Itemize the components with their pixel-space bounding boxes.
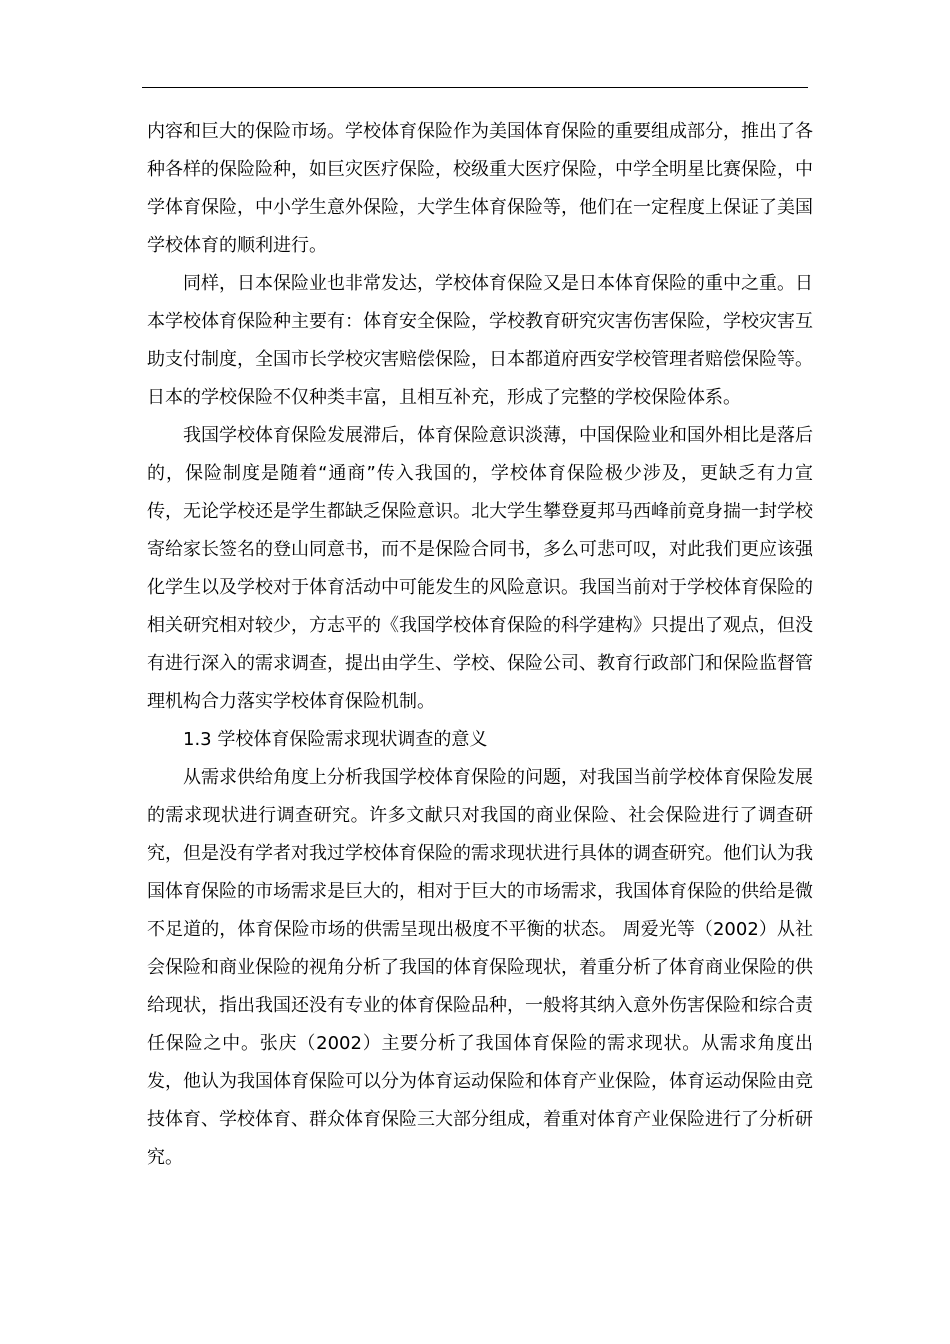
header-rule — [142, 87, 808, 88]
paragraph-survey-significance: 从需求供给角度上分析我国学校体育保险的问题，对我国当前学校体育保险发展的需求现状进行调查研究。许多文献只对我国的商业保险、社会保险进行了调查研究，但是没有学者对我过学校体育保险的需求现状进行具体的调查研究。他们认为我国体育保险的市场需求是巨大的，相对于巨大的市场需求，我国体育保险的供给是微不足道的，体育保险市场的供需呈现出极度不平衡的状态。 周爱光等（2002）从社会保险和商业保险的视角分析了我国的体育保险现状，着重分析了体育商业保险的供给现状，指出我国还没有专业的体育保险品种，一般将其纳入意外伤害保险和综合责任保险之中。张庆（2002）主要分析了我国体育保险的需求现状。从需求角度出发，他认为我国体育保险可以分为体育运动保险和体育产业保险，体育运动保险由竞技体育、学校体育、群众体育保险三大部分组成，着重对体育产业保险进行了分析研究。 — [147, 767, 813, 1168]
paragraph-japan-school-insurance: 同样，日本保险业也非常发达，学校体育保险又是日本体育保险的重中之重。日本学校体育保险种主要有：体育安全保险，学校教育研究灾害伤害保险，学校灾害互助支付制度，全国市长学校灾害赔偿保险，日本都道府西安学校管理者赔偿保险等。日本的学校保险不仅种类丰富，且相互补充，形成了完整的学校保险体系。 — [147, 273, 813, 408]
paragraph-us-school-insurance: 内容和巨大的保险市场。学校体育保险作为美国体育保险的重要组成部分，推出了各种各样的保险险种，如巨灾医疗保险，校级重大医疗保险，中学全明星比赛保险，中学体育保险，中小学生意外保险，大学生体育保险等，他们在一定程度上保证了美国学校体育的顺利进行。 — [147, 121, 813, 256]
body-text — [147, 113, 813, 1177]
paragraph-china-school-insurance: 我国学校体育保险发展滞后，体育保险意识淡薄，中国保险业和国外相比是落后的，保险制度是随着“通商”传入我国的，学校体育保险极少涉及，更缺乏有力宣传，无论学校还是学生都缺乏保险意识。北大学生攀登夏邦马西峰前竟身揣一封学校寄给家长签名的登山同意书，而不是保险合同书，多么可悲可叹，对此我们更应该强化学生以及学校对于体育活动中可能发生的风险意识。我国当前对于学校体育保险的相关研究相对较少，方志平的《我国学校体育保险的科学建构》只提出了观点，但没有进行深入的需求调查，提出由学生、学校、保险公司、教育行政部门和保险监督管理机构合力落实学校体育保险机制。 — [147, 425, 813, 712]
section-heading-1-3: 1.3 学校体育保险需求现状调查的意义 — [183, 729, 488, 750]
